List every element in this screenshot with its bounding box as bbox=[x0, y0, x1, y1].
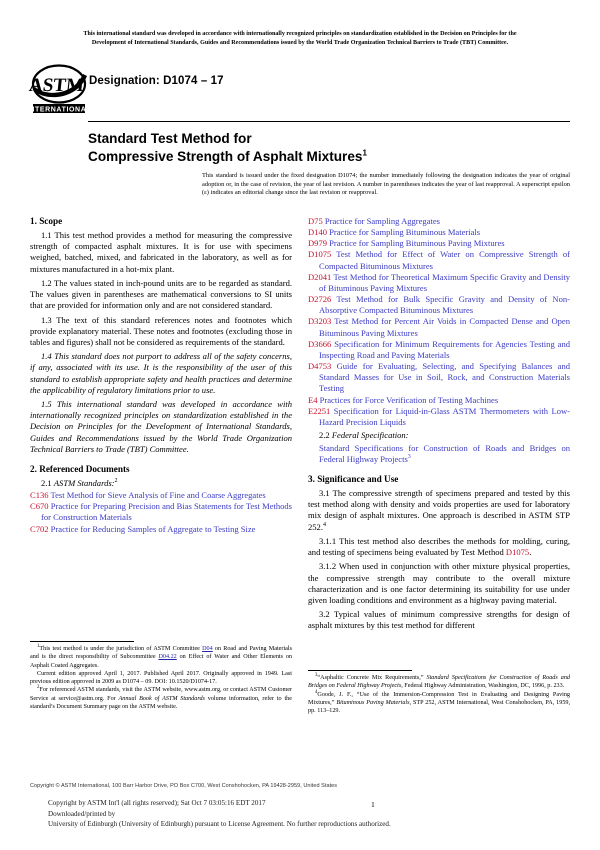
masthead bbox=[27, 62, 570, 120]
federal-subheading-label: Federal Specification: bbox=[331, 430, 409, 441]
reference-item[interactable] bbox=[30, 501, 292, 523]
footnote-2-marker: 2 bbox=[37, 685, 40, 691]
reference-code[interactable]: D979 bbox=[308, 238, 327, 249]
footnote-3-italic: Standard Specifications for Construction of Roads and Bridges on Federal Highway Projects bbox=[308, 675, 570, 690]
reference-item[interactable] bbox=[30, 490, 292, 501]
reference-code[interactable]: E2251 bbox=[308, 405, 331, 416]
footnote-1-part-a: This test method is under the jurisdiction of ASTM Committee bbox=[39, 646, 203, 652]
significance-para-3-2: 3.2 Typical values of minimum compressive strengths for design of asphalt mixtures by this test method for different bbox=[308, 609, 570, 631]
reference-title[interactable]: Specification for Minimum Requirements for Agencies Testing and Inspecting Road and Paving Materials bbox=[319, 338, 570, 360]
reference-list-left bbox=[30, 490, 292, 535]
reference-code[interactable]: D2726 bbox=[308, 294, 332, 305]
subheading-astm-standards bbox=[30, 478, 292, 489]
subheading-federal-specification bbox=[308, 430, 570, 441]
significance-para-3-1-2: 3.1.2 When used in conjunction with other mixture physical properties, the compressive strength may contribute to the overall mixture characterization and is one factor determining its suitability for use under given loading conditions and environment as a highway paving material. bbox=[308, 561, 570, 605]
footnote-text-left bbox=[30, 645, 292, 711]
reference-item[interactable] bbox=[308, 339, 570, 361]
designation-label: Designation: D1074 – 17 bbox=[89, 75, 224, 87]
reference-title[interactable]: Guide for Evaluating, Selecting, and Specifying Balances and Standard Masses for Use in Soil, Rock, and Construction Materials Testing bbox=[319, 361, 570, 394]
footnote-3-part-b: , Federal Highway Administration, Washington, DC, 1996, p. 233. bbox=[401, 683, 565, 690]
reference-title[interactable]: Practice for Sampling Bituminous Paving Mixtures bbox=[329, 238, 505, 249]
reference-title[interactable]: Test Method for Theoretical Maximum Specific Gravity and Density of Bituminous Paving Mixtures bbox=[319, 271, 570, 293]
footnote-2 bbox=[30, 686, 292, 711]
subheading-number: 2.1 bbox=[41, 477, 52, 488]
reference-item[interactable] bbox=[308, 272, 570, 294]
footnote-link-d04[interactable]: D04 bbox=[202, 646, 213, 652]
reference-title[interactable]: Test Method for Percent Air Voids in Compacted Dense and Open Bituminous Paving Mixtures bbox=[319, 316, 570, 338]
reference-item[interactable] bbox=[308, 238, 570, 249]
footnote-1-part-c: on Effect of Water and Other Elements on Asphalt Coated Aggregates. bbox=[30, 654, 292, 669]
title-line-1: Standard Test Method for bbox=[88, 131, 252, 146]
wto-banner-line1: This international standard was developed in accordance with internationally recognized principles on standardization established in the Decision on Principles for the bbox=[83, 31, 517, 37]
subheading-label: ASTM Standards: bbox=[53, 477, 115, 488]
footnotes-left bbox=[30, 641, 292, 711]
issue-note: This standard is issued under the fixed designation D1074; the number immediately following the designation indicates the year of original adoption or, in the case of revision, the year of last revision. A number in parentheses indicates the year of last reapproval. A superscript epsilon (ε) indicates an editorial change since the last revision or reapproval. bbox=[202, 172, 570, 197]
title-block bbox=[88, 130, 570, 165]
scope-para-2: 1.2 The values stated in inch-pound units are to be regarded as standard. The values given in parentheses are mathematical conversions to SI units that are provided for information only and are not considered standard. bbox=[30, 277, 292, 311]
federal-subheading-number: 2.2 bbox=[319, 430, 330, 441]
reference-title[interactable]: Standard Specifications for Construction of Roads and Bridges on Federal Highway Projects bbox=[319, 442, 570, 464]
reference-list-right bbox=[308, 216, 570, 428]
reference-code[interactable]: D75 bbox=[308, 216, 323, 226]
footnote-1-edition: Current edition approved April 1, 2017. Published April 2017. Originally approved in 1949. Last previous edition approved in 2009 as D1074 – 09. DOI: 10.1520/D1074-17. bbox=[30, 670, 292, 685]
significance-footnote-marker: 4 bbox=[322, 521, 326, 528]
footnote-link-d0422[interactable]: D04.22 bbox=[158, 654, 177, 661]
page-number: 1 bbox=[371, 800, 375, 809]
scope-para-5: 1.5 This international standard was developed in accordance with internationally recognized principles on standardization established in the Decision on Principles for the Development of International Standards, Guides and Recommendations issued by the World Trade Organization Technical Barriers to Trade (TBT) Committee. bbox=[30, 399, 292, 454]
significance-para-3-1-text: 3.1 The compressive strength of specimens prepared and tested by this test method along with density and voids properties are used for laboratory mix design of asphalt mixtures. One approach is described in ASTM STP 252. bbox=[308, 488, 570, 532]
reference-item[interactable] bbox=[308, 216, 570, 227]
reference-item[interactable] bbox=[308, 406, 570, 428]
footnote-3-marker: 3 bbox=[315, 672, 318, 678]
footnote-4-part-a: Goode, J. F., “Use of the Immersion-Compression Test in Evaluating and Designing Paving Mixtures,” bbox=[308, 691, 570, 706]
reference-title[interactable]: Practice for Sampling Aggregates bbox=[324, 216, 440, 226]
reference-item[interactable] bbox=[308, 294, 570, 316]
reference-code[interactable]: D4753 bbox=[308, 361, 332, 372]
scope-para-3: 1.3 The text of this standard references notes and footnotes which provide explanatory material. These notes and footnotes (excluding those in tables and figures) shall not be considered as requirements of the standard. bbox=[30, 314, 292, 347]
reference-code[interactable]: C670 bbox=[30, 501, 49, 512]
svg-text:ASTM: ASTM bbox=[27, 75, 86, 96]
title-footnote-marker: 1 bbox=[362, 147, 367, 157]
footnote-1-part-b: on Road and Paving Materials and is the direct responsibility of Subcommittee bbox=[30, 646, 292, 661]
federal-footnote-marker: 3 bbox=[407, 453, 411, 460]
footnote-3 bbox=[308, 674, 570, 691]
section-heading-referenced-documents: 2. Referenced Documents bbox=[30, 463, 130, 474]
license-block bbox=[48, 798, 518, 830]
footnote-2-italic: Annual Book of ASTM Standards bbox=[118, 695, 205, 702]
reference-title[interactable]: Test Method for Sieve Analysis of Fine and Coarse Aggregates bbox=[50, 490, 266, 501]
astm-logo bbox=[27, 62, 95, 116]
scope-para-1: 1.1 This test method provides a method for measuring the compressive strength of compacted asphalt mixtures. It is for use with specimens weighed, batched, mixed, and fabricated in the laboratory, as well as for mixtures manufactured in a hot-mix plant. bbox=[30, 230, 292, 274]
footnote-1 bbox=[30, 645, 292, 670]
section-heading-scope: 1. Scope bbox=[30, 216, 63, 226]
section-heading-significance: 3. Significance and Use bbox=[308, 473, 399, 484]
significance-para-3-1 bbox=[308, 488, 570, 533]
reference-title[interactable]: Practice for Preparing Precision and Bias Statements for Test Methods for Construction Materials bbox=[41, 501, 293, 523]
reference-title[interactable]: Specification for Liquid-in-Glass ASTM Thermometers with Low-Hazard Precision Liquids bbox=[319, 405, 570, 427]
footnote-4 bbox=[308, 691, 570, 716]
reference-title[interactable]: Practice for Reducing Samples of Aggregate to Testing Size bbox=[50, 523, 256, 534]
footnote-1-marker: 1 bbox=[37, 643, 40, 649]
footnote-4-italic: Bituminous Paving Materials bbox=[336, 699, 410, 706]
federal-reference-list bbox=[308, 443, 570, 465]
reference-item[interactable] bbox=[308, 249, 570, 271]
reference-item[interactable] bbox=[308, 395, 570, 406]
scope-para-4: 1.4 This standard does not purport to address all of the safety concerns, if any, associated with its use. It is the responsibility of the user of this standard to establish appropriate safety and health practices and determine the applicability of regulatory limitations prior to use. bbox=[30, 351, 292, 395]
wto-banner-line2: Development of International Standards, Guides and Recommendations issued by the World Trade Organization Technical Barriers to Trade (TBT) Committee. bbox=[91, 40, 509, 47]
reference-title[interactable]: Test Method for Effect of Water on Compressive Strength of Compacted Bituminous Mixtures bbox=[319, 249, 570, 271]
reference-code[interactable]: D2041 bbox=[308, 271, 332, 282]
astm-logo-icon bbox=[27, 62, 95, 116]
header-divider bbox=[88, 121, 570, 122]
subheading-footnote-marker: 2 bbox=[114, 478, 118, 485]
footnote-2-part-b: volume information, refer to the standard’s Document Summary page on the ASTM website. bbox=[30, 695, 292, 710]
footnote-4-part-b: , STP 252, ASTM International, West Conshohocken, PA, 1959, pp. 113–129. bbox=[308, 699, 570, 714]
reference-code[interactable]: C702 bbox=[30, 523, 49, 534]
reference-code[interactable]: D3203 bbox=[308, 316, 332, 327]
reference-title[interactable]: Practices for Force Verification of Testing Machines bbox=[319, 394, 499, 405]
right-column bbox=[308, 216, 570, 631]
reference-code[interactable]: D3666 bbox=[308, 338, 332, 349]
reference-code[interactable]: E4 bbox=[308, 394, 318, 405]
reference-code[interactable]: D1075 bbox=[308, 249, 332, 260]
footnote-divider-left bbox=[30, 641, 134, 642]
footnotes-right bbox=[308, 670, 570, 715]
left-column bbox=[30, 216, 292, 535]
license-line-2: Downloaded/printed by bbox=[48, 809, 116, 818]
significance-para-3-1-1: 3.1.1 This test method also describes the methods for molding, curing, and testing of specimens being evaluated by Test Method D1075. bbox=[308, 535, 570, 557]
reference-item-federal[interactable] bbox=[308, 443, 570, 465]
inline-reference-d1075[interactable]: D1075 bbox=[505, 547, 530, 557]
page-title bbox=[88, 130, 570, 165]
footnote-3-part-a: “Asphaltic Concrete Mix Requirements,” bbox=[317, 675, 427, 681]
reference-item[interactable] bbox=[30, 524, 292, 535]
reference-title[interactable]: Test Method for Bulk Specific Gravity and Density of Non-Absorptive Compacted Bituminous Mixtures bbox=[319, 294, 571, 316]
license-line-1: Copyright by ASTM Int'l (all rights reserved); Sat Oct 7 03:05:16 EDT 2017 bbox=[48, 799, 266, 807]
footnote-4-marker: 4 bbox=[315, 689, 318, 695]
reference-item[interactable] bbox=[308, 227, 570, 238]
wto-banner bbox=[30, 30, 570, 48]
license-line-3: University of Edinburgh (University of Edinburgh) pursuant to License Agreement. No further reproductions authorized. bbox=[48, 820, 391, 828]
footnote-divider-right bbox=[308, 670, 412, 671]
svg-text:INTERNATIONAL: INTERNATIONAL bbox=[27, 106, 92, 114]
reference-code[interactable]: D140 bbox=[308, 227, 327, 238]
footnote-2-part-a: For referenced ASTM standards, visit the ASTM website, www.astm.org, or contact ASTM Customer Service at service@astm.org. For bbox=[30, 687, 292, 702]
reference-item[interactable] bbox=[308, 316, 570, 338]
reference-code[interactable]: C136 bbox=[30, 490, 49, 501]
reference-title[interactable]: Practice for Sampling Bituminous Materials bbox=[329, 227, 481, 238]
reference-item[interactable] bbox=[308, 361, 570, 394]
copyright-line: Copyright © ASTM International, 100 Barr Harbor Drive, PO Box C700, West Conshohocken, PA 19428-2959, United States bbox=[30, 783, 338, 789]
footnote-text-right bbox=[308, 674, 570, 715]
title-line-2: Compressive Strength of Asphalt Mixtures bbox=[88, 148, 363, 164]
